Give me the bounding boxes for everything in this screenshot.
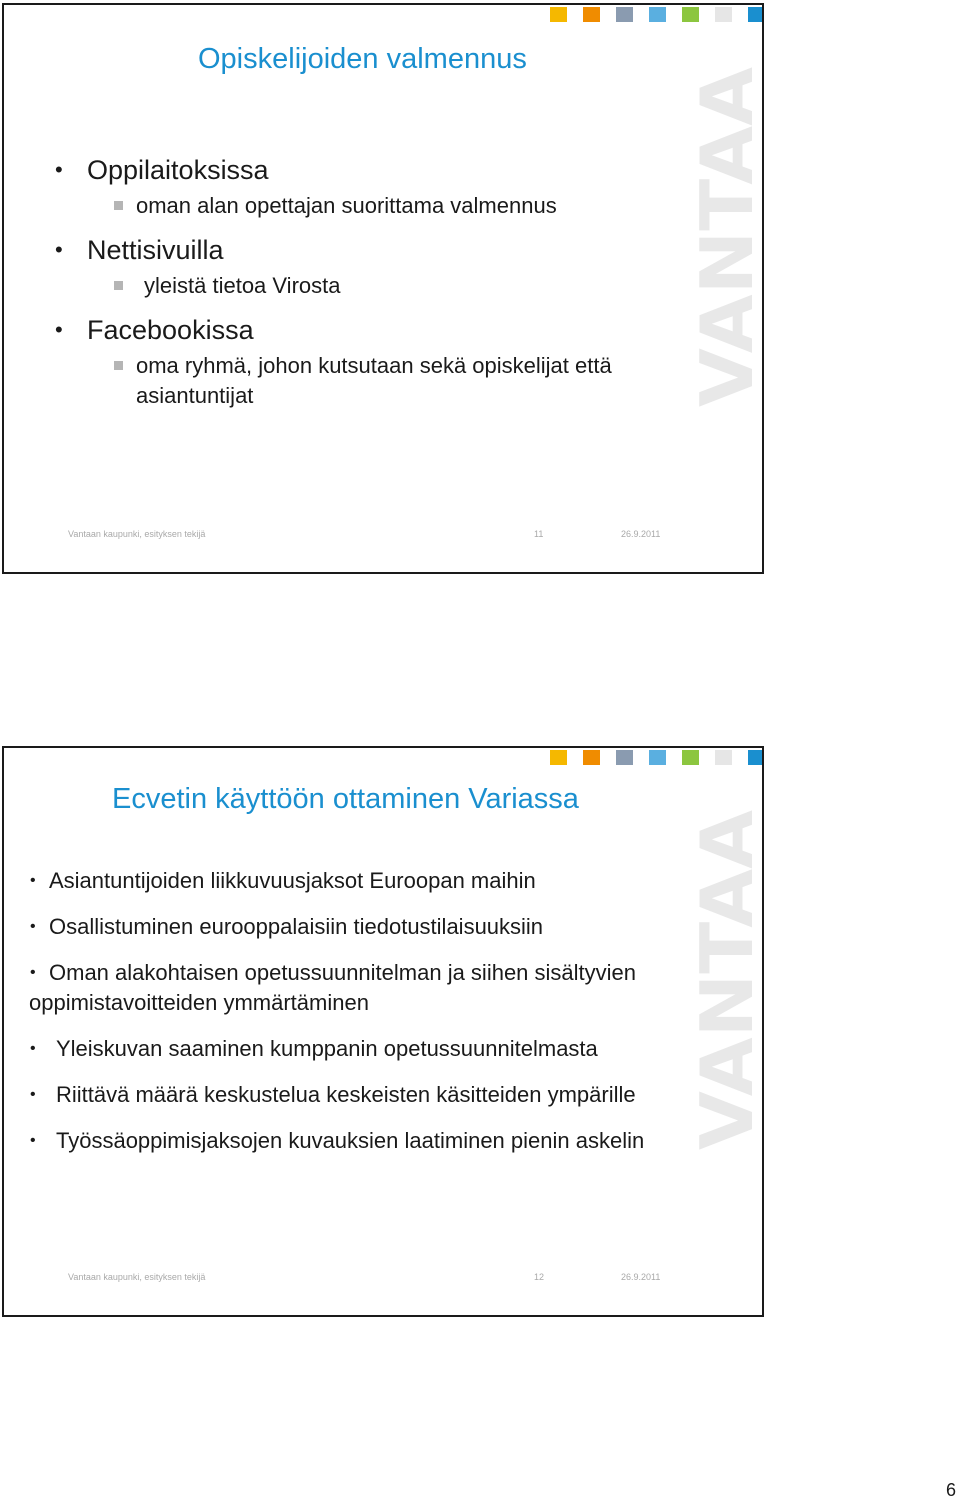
bullet-dot: •: [55, 237, 63, 262]
color-block-green: [682, 750, 699, 765]
list-item-text: Oppilaitoksissa: [87, 155, 269, 185]
slide-11: [2, 3, 769, 574]
svg-text:VANTAA: VANTAA: [685, 85, 769, 407]
bullet-dot: •: [55, 317, 63, 342]
vantaa-watermark-logo: [685, 65, 769, 410]
sub-list-item: [136, 351, 612, 381]
page-number: 6: [945, 1480, 956, 1500]
sub-list-item-continuation: [136, 381, 612, 411]
bullet-dot: •: [30, 872, 36, 889]
list-item: [4, 1034, 762, 1064]
bullet-dot: •: [30, 918, 36, 935]
bullet-dot: •: [30, 1132, 36, 1149]
bullet-dot: •: [30, 964, 36, 981]
list-item-text: Työssäoppimisjaksojen kuvauksien laatiminen pienin askelin: [56, 1128, 645, 1153]
list-item-text: Osallistuminen eurooppalaisiin tiedotustilaisuuksiin: [49, 914, 544, 939]
square-bullet: [114, 361, 123, 370]
square-bullet: [114, 201, 123, 210]
footer-slide-number: 11: [534, 529, 544, 539]
sub-item-text: oman alan opettajan suorittama valmennus: [136, 193, 557, 218]
color-block-light: [715, 7, 732, 22]
bullet-dot: •: [30, 1040, 36, 1057]
color-block-blue: [649, 750, 666, 765]
list-item-text: Nettisivuilla: [87, 235, 224, 265]
sub-list-item: [136, 191, 612, 221]
list-item-text: Riittävä määrä keskustelua keskeisten käsitteiden ympärille: [56, 1082, 636, 1107]
list-item: [55, 313, 563, 347]
footer-author: Vantaan kaupunki, esityksen tekijä: [68, 529, 206, 539]
list-item-text: Asiantuntijoiden liikkuvuusjaksot Euroopan maihin: [49, 868, 536, 893]
color-block-yellow: [550, 7, 567, 22]
slide-title: Ecvetin käyttöön ottaminen Variassa: [112, 783, 579, 815]
list-item: [55, 153, 563, 187]
list-item: [4, 912, 762, 942]
color-block-light: [715, 750, 732, 765]
color-block-darkblue: [748, 7, 762, 22]
footer-slide-number: 12: [534, 1272, 545, 1282]
sub-list-item: [144, 271, 620, 301]
footer-author: Vantaan kaupunki, esityksen tekijä: [68, 1272, 206, 1282]
bullet-list: [4, 866, 762, 1156]
list-item: [4, 958, 762, 988]
brand-color-bar: [550, 7, 762, 22]
sub-item-text: yleistä tietoa Virosta: [144, 273, 341, 298]
list-item-continuation: [4, 988, 762, 1018]
brand-color-bar: [550, 750, 762, 765]
footer-date: 26.9.2011: [621, 529, 661, 539]
bullet-dot: •: [55, 157, 63, 182]
color-block-gray: [616, 750, 633, 765]
list-item: [4, 1126, 762, 1156]
list-item: [4, 866, 762, 896]
bullet-list: [55, 153, 612, 411]
color-block-blue: [649, 7, 666, 22]
list-item-text: Yleiskuvan saaminen kumppanin opetussuunnitelmasta: [56, 1036, 598, 1061]
color-block-green: [682, 7, 699, 22]
color-block-yellow: [550, 750, 567, 765]
svg-text:VANTAA: VANTAA: [685, 828, 769, 1150]
list-item: [55, 233, 563, 267]
list-item: [4, 1080, 762, 1110]
list-item-text: Facebookissa: [87, 315, 254, 345]
color-block-darkblue: [748, 750, 762, 765]
list-item-text: oppimistavoitteiden ymmärtäminen: [29, 990, 369, 1015]
slide-12: [2, 746, 769, 1317]
footer-date: 26.9.2011: [621, 1272, 661, 1282]
sub-item-text: oma ryhmä, johon kutsutaan sekä opiskelijat että: [136, 353, 612, 378]
sub-item-text: asiantuntijat: [136, 383, 254, 408]
slide-title: Opiskelijoiden valmennus: [198, 43, 527, 75]
bullet-dot: •: [30, 1086, 36, 1103]
color-block-orange: [583, 7, 600, 22]
color-block-orange: [583, 750, 600, 765]
color-block-gray: [616, 7, 633, 22]
square-bullet: [114, 281, 123, 290]
list-item-text: Oman alakohtaisen opetussuunnitelman ja siihen sisältyvien: [49, 960, 637, 985]
